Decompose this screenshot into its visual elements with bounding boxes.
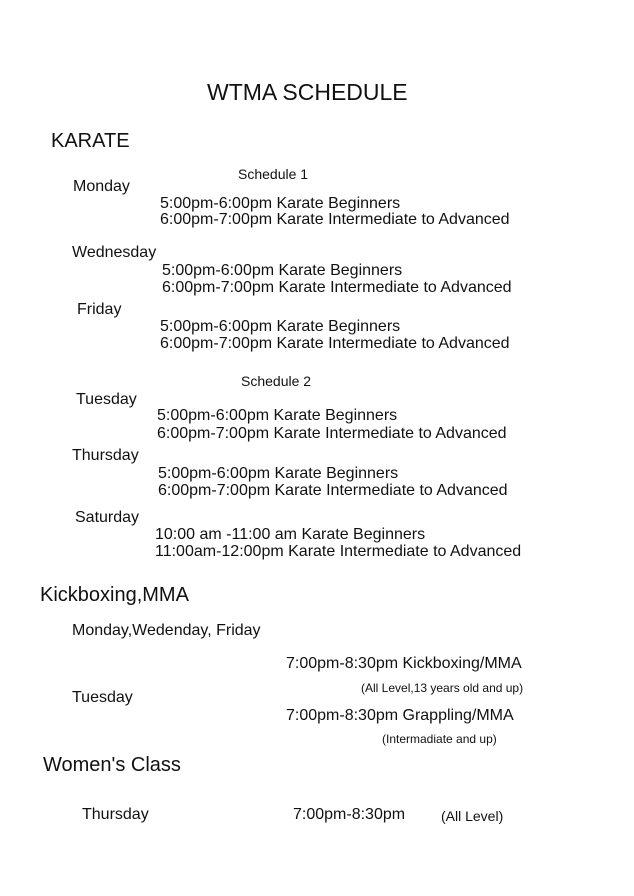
schedule-2-label: Schedule 2: [241, 373, 312, 389]
schedule-line: 6:00pm-7:00pm Karate Intermediate to Advanced: [160, 211, 510, 228]
womens-note: (All Level): [441, 808, 504, 824]
womens-day: Thursday: [82, 806, 149, 823]
schedule-line: 6:00pm-7:00pm Karate Intermediate to Advanced: [158, 482, 508, 499]
day-wednesday: Wednesday: [72, 244, 157, 261]
schedule-line: 6:00pm-7:00pm Karate Intermediate to Advanced: [162, 279, 512, 296]
schedule-line: 11:00am-12:00pm Karate Intermediate to Advanced: [155, 543, 522, 560]
schedule-1-label: Schedule 1: [238, 166, 309, 182]
schedule-line: 5:00pm-6:00pm Karate Beginners: [158, 465, 399, 482]
day-friday: Friday: [77, 301, 122, 318]
karate-heading: KARATE: [51, 130, 130, 152]
page-title: WTMA SCHEDULE: [207, 79, 408, 105]
schedule-line: 6:00pm-7:00pm Karate Intermediate to Advanced: [160, 335, 510, 352]
grappling-day: Tuesday: [72, 689, 133, 706]
kickboxing-class: 7:00pm-8:30pm Kickboxing/MMA: [286, 655, 522, 672]
kickboxing-days: Monday,Wedenday, Friday: [72, 622, 261, 639]
schedule-line: 5:00pm-6:00pm Karate Beginners: [162, 262, 403, 279]
grappling-class-note: (Intermadiate and up): [382, 732, 497, 746]
kickboxing-class-note: (All Level,13 years old and up): [361, 681, 524, 695]
womens-time: 7:00pm-8:30pm: [293, 806, 406, 823]
schedule-line: 5:00pm-6:00pm Karate Beginners: [160, 318, 401, 335]
day-tuesday: Tuesday: [76, 391, 137, 408]
schedule-line: 5:00pm-6:00pm Karate Beginners: [160, 195, 401, 212]
schedule-line: 5:00pm-6:00pm Karate Beginners: [157, 407, 398, 424]
kickboxing-heading: Kickboxing,MMA: [40, 584, 189, 606]
day-monday: Monday: [73, 178, 130, 195]
grappling-class: 7:00pm-8:30pm Grappling/MMA: [286, 707, 514, 724]
schedule-line: 6:00pm-7:00pm Karate Intermediate to Advanced: [157, 425, 507, 442]
day-thursday: Thursday: [72, 447, 139, 464]
day-saturday: Saturday: [75, 509, 140, 526]
schedule-line: 10:00 am -11:00 am Karate Beginners: [155, 526, 426, 543]
womens-heading: Women's Class: [43, 754, 181, 776]
